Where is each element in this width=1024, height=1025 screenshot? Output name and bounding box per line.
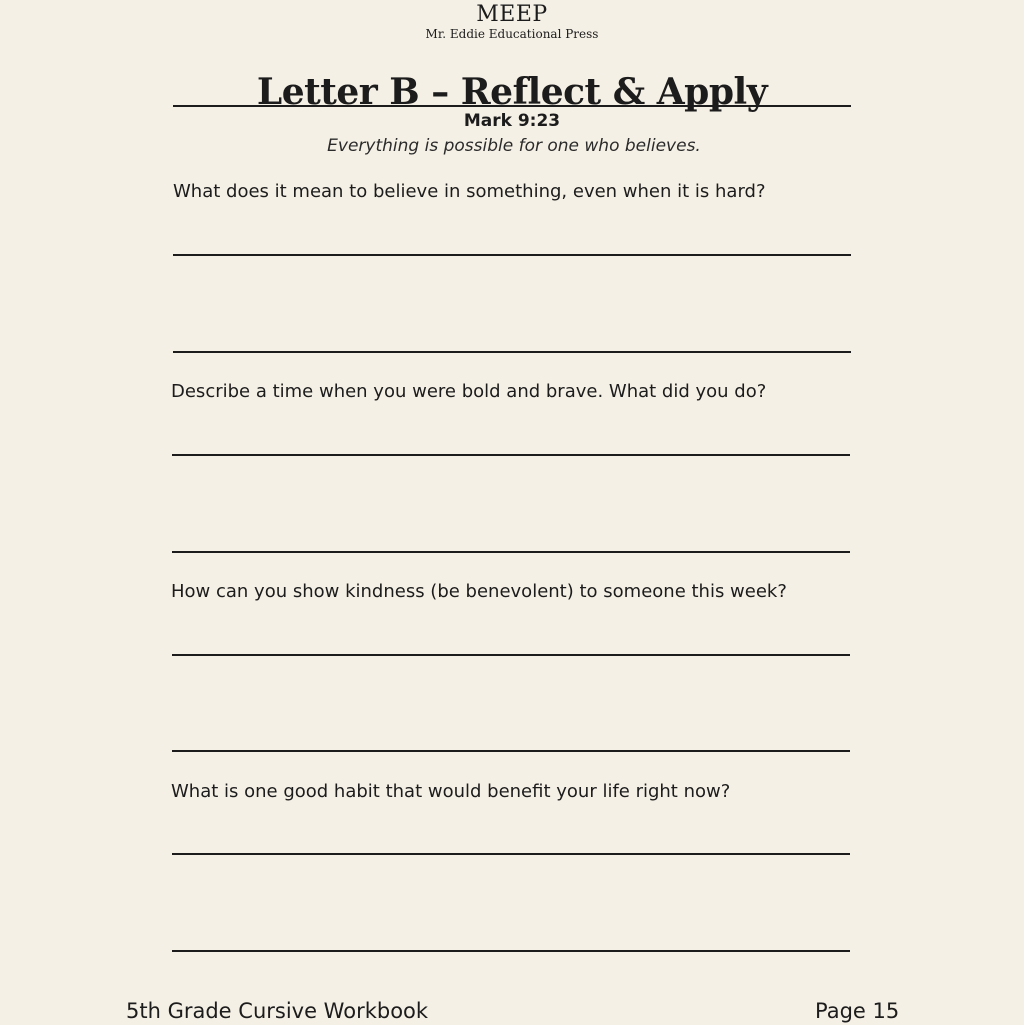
answer-line-2a[interactable] [172, 454, 850, 456]
answer-line-4b[interactable] [172, 950, 850, 952]
question-4: What is one good habit that would benefit your life right now? [171, 781, 731, 802]
page-title: Letter B – Reflect & Apply [256, 71, 768, 113]
answer-line-1a[interactable] [173, 254, 851, 256]
verse-reference: Mark 9:23 [463, 111, 561, 131]
verse-text: Everything is possible for one who believes. [327, 136, 701, 156]
footer-book-title: 5th Grade Cursive Workbook [126, 999, 429, 1023]
publisher-name: Mr. Eddie Educational Press [425, 27, 599, 41]
answer-line-2b[interactable] [172, 551, 850, 553]
answer-line-3a[interactable] [172, 654, 850, 656]
question-3: How can you show kindness (be benevolent) to someone this week? [171, 581, 787, 602]
footer-page-number: Page 15 [815, 999, 900, 1023]
answer-line-3b[interactable] [172, 750, 850, 752]
brand-name: MEEP [476, 2, 548, 27]
question-1: What does it mean to believe in something, even when it is hard? [173, 181, 766, 202]
answer-line-4a[interactable] [172, 853, 850, 855]
answer-line-1b[interactable] [173, 351, 851, 353]
question-2: Describe a time when you were bold and brave. What did you do? [171, 381, 767, 402]
